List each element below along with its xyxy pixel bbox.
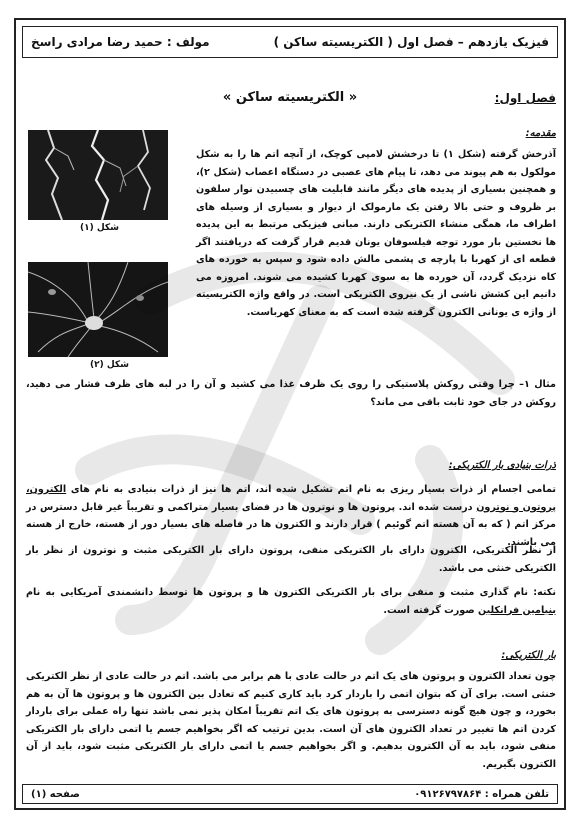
page-footer bbox=[22, 784, 558, 804]
lightning-image bbox=[28, 130, 168, 220]
figure-1-caption: شکل (۱) bbox=[80, 223, 119, 233]
page-header bbox=[22, 26, 558, 58]
chapter-title: « الکتریسیته ساکن » bbox=[222, 90, 358, 105]
particles-text-a: تمامی اجسام از ذرات بسیار ریزی به نام اتم تشکیل شده اند، اتم ها نیز از ذرات بنیادی به نام های bbox=[66, 484, 556, 495]
particles-names: الکترون، پروتون و نوترون bbox=[26, 484, 556, 513]
author-name: مولف : حمید رضا مرادی راسخ bbox=[31, 35, 210, 49]
chapter-label: فصل اول: bbox=[494, 91, 556, 105]
neuron-image bbox=[28, 262, 168, 357]
course-title: فیزیک یازدهم – فصل اول ( الکتریسیته ساکن ) bbox=[273, 35, 549, 49]
note-paragraph bbox=[26, 584, 556, 619]
intro-paragraph: آذرخش گرفته (شکل ۱) تا درخشش لامپی کوچک، از آنچه اتم ها را به شکل مولکول به هم پیوند می دهد، تا پیام های عصبی در دستگاه اعصاب (شکل ۲)، و همچنین بسیاری از پدیده های دیگر مانند قابلیت های چسبیدن نوار سلفون بر ظروف و حتی بالا رفتن یک مارمولک از دیوار و بسیاری از وسیله های اطراف ما، همگی منشاء الکتریکی دارند. مبانی فیزیکی مرتبط به این پدیده ها نخستین بار مورد توجه فیلسوفان یونان قدیم قرار گرفت که دریافتند اگر قطعه ای از کهربا با پارچه ی پشمی مالش داده شود و سپس به خورده های کاه نزدیک گردد، آن خورده ها به سوی کهربا کشیده می شوند. امروزه می دانیم این کشش ناشی از یک نیروی الکتریکی است. در واقع واژه الکتریسیته از واژه ی یونانی الکترون گرفته شده است که به معنای کهرباست. bbox=[196, 149, 556, 318]
charge-heading: بار الکتریکی: bbox=[501, 650, 556, 661]
intro-heading: مقدمه: bbox=[525, 128, 556, 139]
page-number: صفحه (۱) bbox=[31, 788, 80, 800]
note-text-b: صورت گرفته است. bbox=[383, 604, 478, 616]
figure-2-caption: شکل (۲) bbox=[90, 360, 129, 370]
particles-paragraph bbox=[26, 481, 556, 551]
franklin-name: بنیامین فرانکلین bbox=[477, 604, 556, 616]
particles-heading: ذرات بنیادی بار الکتریکی: bbox=[448, 460, 556, 471]
example-1-question: مثال ۱– چرا وقتی روکش پلاستیکی را روی یک ظرف غذا می کشید و آن را در لبه های ظرف فشار می دهید، روکش در جای خود ثابت باقی می ماند؟ bbox=[26, 379, 557, 408]
charge-paragraph: چون تعداد الکترون و پروتون های یک اتم در حالت عادی با هم برابر می باشد. اتم در حالت عادی از نظر الکتریکی خنثی است. برای آن که بتوان اتمی را باردار کرد باید کاری کنیم که تعادل بین الکترون ها و پروتون ها آن به هم بخورد، و چون هیچ گونه دسترسی به پروتون های یک اتم تقریباً امکان پذیر نمی باشد تنها راه عملی برای باردار کردن اتم ها تغییر در تعداد الکترون های آن است. بدین ترتیب که اگر بخواهیم جسم یا اتمی دارای بار الکتریکی منفی شود، باید به آن الکترون بدهیم. و اگر بخواهیم جسم یا اتمی دارای بار الکتریکی مثبت شود، باید از آن الکترون بگیریم. bbox=[26, 671, 556, 770]
particles-charge-paragraph: از نظر الکتریکی، الکترون دارای بار الکتریکی منفی، پروتون دارای بار الکتریکی مثبت و نوترون از نظر بار الکتریکی خنثی می باشد. bbox=[26, 545, 556, 574]
phone-number: تلفن همراه : ۰۹۱۲۶۷۹۷۸۶۴ bbox=[414, 788, 549, 800]
particles-text-b: درست شده اند. پروتون ها و نوترون ها در فضای بسیار متراکمی و تقریباً غیر قابل دسترس در مرکز اتم ( که به آن هسته اتم گوئیم ) قرار دارند و الکترون ها در فاصله های بسیار دور از هسته، خارج از هسته می باشند. bbox=[26, 501, 556, 548]
note-text-a: نکته: نام گذاری مثبت و منفی برای بار الکتریکی الکترون ها و پروتون ها توسط دانشمندی آمریکایی به نام bbox=[26, 587, 556, 598]
